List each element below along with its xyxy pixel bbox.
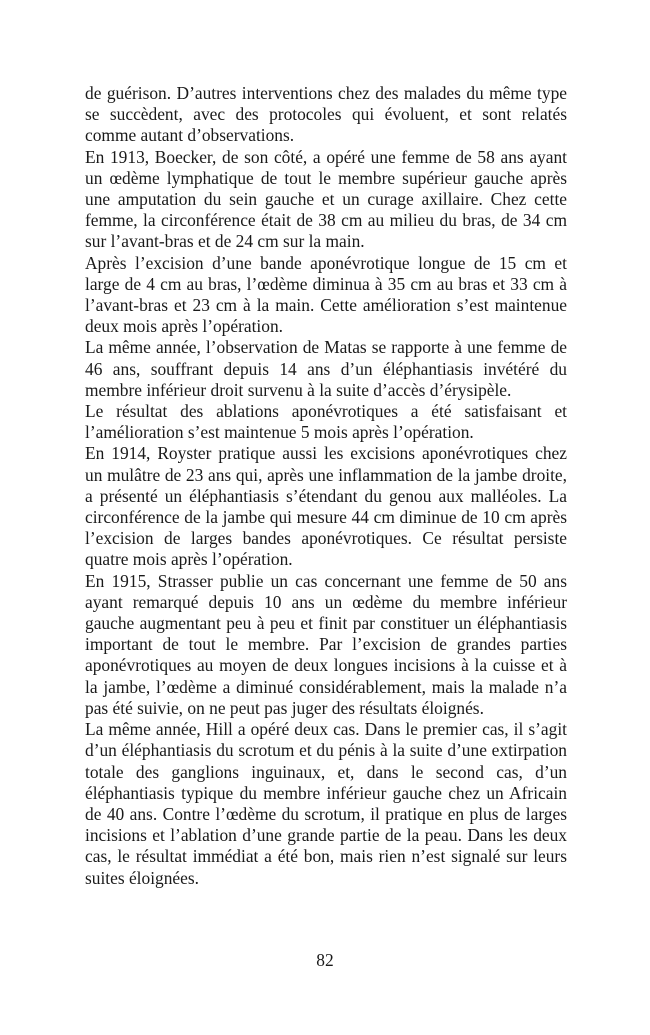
paragraph: La même année, l’observation de Matas se rapporte à une femme de 46 ans, souffrant depuis 14 ans d’un éléphantiasis invétéré du membre inférieur droit survenu à la suite d’accès d’érysipèle.: [85, 337, 567, 400]
paragraph: En 1914, Royster pratique aussi les excisions aponévrotiques chez un mulâtre de 23 ans qui, après une inflammation de la jambe droite, a présenté un éléphantiasis s’étendant du genou aux malléoles. La circonférence de la jambe qui mesure 44 cm diminue de 10 cm après l’excision de larges bandes aponévrotiques. Ce résultat persiste quatre mois après l’opération.: [85, 443, 567, 570]
paragraph: La même année, Hill a opéré deux cas. Dans le premier cas, il s’agit d’un éléphantiasis du scrotum et du pénis à la suite d’une extirpation totale des ganglions inguinaux, et, dans le second cas, d’un éléphantiasis typique du membre inférieur gauche chez un Africain de 40 ans. Contre l’œdème du scrotum, il pratique en plus de larges incisions et l’ablation d’une grande partie de la peau. Dans les deux cas, le résultat immédiat a été bon, mais rien n’est signalé sur leurs suites éloignées.: [85, 719, 567, 888]
paragraph: En 1913, Boecker, de son côté, a opéré une femme de 58 ans ayant un œdème lymphatique de tout le membre supérieur gauche après une amputation du sein gauche et un curage axillaire. Chez cette femme, la circonférence était de 38 cm au milieu du bras, de 34 cm sur l’avant-bras et de 24 cm sur la main.: [85, 146, 567, 252]
paragraph: En 1915, Strasser publie un cas concernant une femme de 50 ans ayant remarqué depuis 10 ans un œdème du membre inférieur gauche augmentant peu à peu et finit par constituer un éléphantiasis important de tout le membre. Par l’excision de grandes parties aponévrotiques au moyen de deux longues incisions à la cuisse et à la jambe, l’œdème a diminué considérablement, mais la malade n’a pas été suivie, on ne peut pas juger des résultats éloignés.: [85, 570, 567, 718]
paragraph: Le résultat des ablations aponévrotiques a été satisfaisant et l’amélioration s’est maintenue 5 mois après l’opération.: [85, 401, 567, 443]
page-number: 82: [316, 950, 334, 970]
paragraph: Après l’excision d’une bande aponévrotique longue de 15 cm et large de 4 cm au bras, l’œdème diminua à 35 cm au bras et 33 cm à l’avant-bras et 23 cm à la main. Cette amélioration s’est maintenue deux mois après l’opération.: [85, 252, 567, 337]
paragraph: de guérison. D’autres interventions chez des malades du même type se succèdent, avec des protocoles qui évoluent, et sont relatés comme autant d’observations.: [85, 83, 567, 146]
body-text: [85, 83, 567, 889]
